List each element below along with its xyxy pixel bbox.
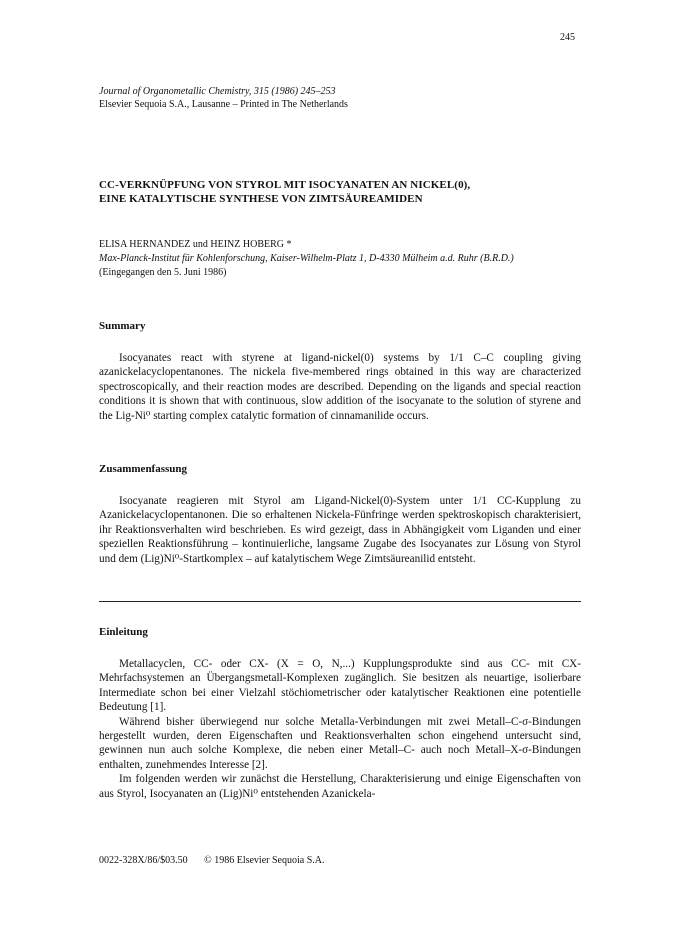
section-divider	[99, 601, 581, 602]
title-line-2: EINE KATALYTISCHE SYNTHESE VON ZIMTSÄUREAMIDEN	[99, 193, 423, 205]
publisher-line: Elsevier Sequoia S.A., Lausanne – Printed in The Netherlands	[99, 99, 348, 110]
page-number: 245	[560, 32, 575, 43]
summary-paragraph: Isocyanates react with styrene at ligand-nickel(0) systems by 1/1 C–C coupling giving azanickelacyclopentanones. The nickela five-membered rings obtained in this way are characterized spectroscopically, and their reaction modes are described. Depending on the ligands and special reaction conditions it is shown that with continuous, slow addition of the isocyanate to the solution of styrene and the Lig-Ni⁰ starting complex catalytic formation of cinnamanilide occurs.	[99, 352, 581, 422]
journal-citation: Journal of Organometallic Chemistry, 315 (1986) 245–253	[99, 86, 336, 97]
page-footer	[99, 855, 338, 866]
received-date: (Eingegangen den 5. Juni 1986)	[99, 267, 227, 278]
summary-text	[99, 351, 581, 423]
zusammenfassung-text	[99, 494, 581, 566]
title-line-1: CC-VERKNÜPFUNG VON STYROL MIT ISOCYANATEN AN NICKEL(0),	[99, 179, 471, 191]
journal-header	[99, 85, 348, 111]
zusammenfassung-paragraph: Isocyanate reagieren mit Styrol am Ligand-Nickel(0)-System unter 1/1 CC-Kupplung zu Azanickelacyclopentanonen. Die so erhaltenen Nickela-Fünfringe werden spektroskopisch charakterisiert, ihr Reaktionsverhalten wird beschrieben. Es wird gezeigt, dass in Abhängigkeit vom Liganden und einer speziellen Reaktionsführung – kontinuierliche, langsame Zugabe des Isocyanates zur Lösung von Styrol und dem (Lig)Ni⁰-Startkomplex – auf katalytischem Wege Zimtsäureanilid entsteht.	[99, 495, 581, 565]
einleitung-text	[99, 657, 581, 801]
einleitung-paragraph-2: Während bisher überwiegend nur solche Metalla-Verbindungen mit zwei Metall–C-σ-Bindungen hergestellt wurden, deren Eigenschaften und Reaktionsverhalten schon eingehend untersucht sind, gewinnen nun auch solche Komplexe, die neben einer Metall–C- auch noch Metall–X-σ-Bindungen enthalten, zunehmendes Interesse [2].	[99, 715, 581, 771]
einleitung-heading: Einleitung	[99, 626, 148, 638]
author-names: ELISA HERNANDEZ und HEINZ HOBERG *	[99, 239, 292, 250]
einleitung-paragraph-3: Im folgenden werden wir zunächst die Herstellung, Charakterisierung und einige Eigenschaften von aus Styrol, Isocyanaten an (Lig)Ni⁰ entstehenden Azanickela-	[99, 773, 581, 800]
issn-price-code: 0022-328X/86/$03.50	[99, 855, 188, 866]
zusammenfassung-heading: Zusammenfassung	[99, 463, 188, 475]
summary-heading: Summary	[99, 320, 146, 332]
article-title	[99, 178, 599, 206]
einleitung-paragraph-1: Metallacyclen, CC- oder CX- (X = O, N,...) Kupplungsprodukte sind aus CC- mit CX-Mehrfachsystemen an Übergangsmetall-Komplexen zugänglich. Sie besitzen als neuartige, isolierbare Intermediate schon bei einer Vielzahl stöchiometrischer oder katalytischer Reaktionen eine potentielle Bedeutung [1].	[99, 658, 581, 714]
author-block	[99, 238, 599, 280]
copyright-notice: © 1986 Elsevier Sequoia S.A.	[204, 855, 325, 866]
affiliation: Max-Planck-Institut für Kohlenforschung, Kaiser-Wilhelm-Platz 1, D-4330 Mülheim a.d. Ruhr (B.R.D.)	[99, 253, 514, 264]
